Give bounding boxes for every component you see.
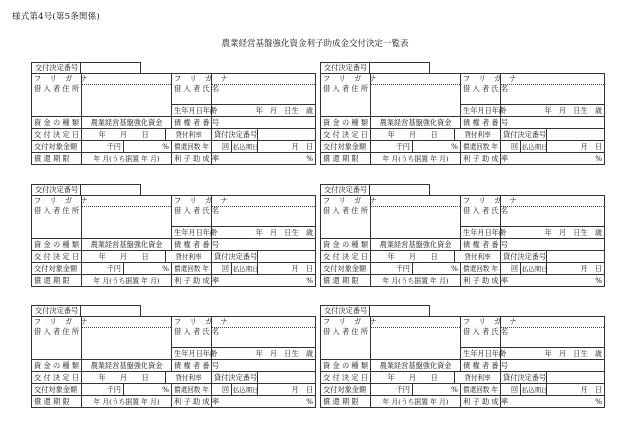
address-continuation <box>32 105 82 117</box>
target-amount-label: 交付対象金額 <box>32 141 82 153</box>
target-amount-label: 交付対象金額 <box>321 263 371 275</box>
year-unit: 年 <box>202 264 210 273</box>
subsidy-rate-label: 利 子 助 成 率 <box>461 396 501 408</box>
bond-number-label: 債 権 者 番 号 <box>461 360 501 372</box>
address-label-cell <box>321 196 380 227</box>
fund-type-label: 資 金 の 種 類 <box>32 239 82 251</box>
target-amount-label: 交付対象金額 <box>32 263 82 275</box>
payment-period-label: 払込期日 <box>522 264 548 273</box>
address-field-continuation[interactable] <box>371 348 461 360</box>
birth-label: 生年月日年齢 <box>172 348 212 360</box>
target-amount-label: 交付対象金額 <box>321 141 371 153</box>
fund-type-value: 農業経営基盤強化資金 <box>82 239 172 251</box>
address-label: 借 入 者 住 所 <box>34 206 80 215</box>
repay-term-value[interactable]: 年 月(うち据置 年 月) <box>371 153 461 165</box>
address-label: 借 入 者 住 所 <box>323 84 369 93</box>
bond-number-field[interactable] <box>501 360 605 372</box>
repay-count-label <box>461 384 501 396</box>
decision-no-label: 貸付決定番号 <box>212 129 258 141</box>
decision-date-label: 交 付 決 定 日 <box>32 129 82 141</box>
address-field[interactable] <box>371 317 461 348</box>
times-unit[interactable]: 回 <box>501 263 521 275</box>
payment-period-value[interactable]: 月 日 <box>258 263 316 275</box>
bond-number-field[interactable] <box>212 360 316 372</box>
payment-period-label: 払込期日 <box>233 264 259 273</box>
bond-number-label: 債 権 者 番 号 <box>172 117 212 129</box>
subsidy-card-2 <box>320 62 604 165</box>
address-continuation <box>32 227 82 239</box>
times-unit[interactable]: 回 <box>212 263 232 275</box>
repay-count-label-text: 償還回数 <box>463 264 490 273</box>
birth-label: 生年月日年齢 <box>461 227 501 239</box>
address-label: 借 入 者 住 所 <box>34 327 80 336</box>
target-amount-value[interactable]: 千円 <box>82 141 124 153</box>
decision-number-label: 交付決定番号 <box>31 184 81 195</box>
decision-number-field[interactable] <box>370 184 430 195</box>
name-label: 借 入 者 氏 名 <box>463 84 509 93</box>
birth-label: 生年月日年齢 <box>461 105 501 117</box>
year-unit: 年 <box>491 385 499 394</box>
furigana-label: フ リ ガ ナ <box>323 74 380 83</box>
loan-rate-label: 貸付利率 <box>166 372 212 384</box>
fund-type-label: 資 金 の 種 類 <box>32 117 82 129</box>
subsidy-rate-label: 利 子 助 成 率 <box>172 153 212 165</box>
payment-period-label: 払込期日 <box>233 385 259 394</box>
decision-no-label: 貸付決定番号 <box>501 129 547 141</box>
furigana-label: フ リ ガ ナ <box>34 74 91 83</box>
year-unit: 年 <box>202 142 210 151</box>
bond-number-label: 債 権 者 番 号 <box>172 239 212 251</box>
fund-type-value: 農業経営基盤強化資金 <box>371 117 461 129</box>
repay-term-label: 償 還 期 限 <box>32 396 82 408</box>
decision-date-label: 交 付 決 定 日 <box>321 372 371 384</box>
repay-count-label-text: 償還回数 <box>174 385 201 394</box>
decision-number-label: 交付決定番号 <box>320 184 370 195</box>
furigana-label: フ リ ガ ナ <box>174 74 231 83</box>
decision-no-field[interactable] <box>547 129 605 141</box>
address-label: 借 入 者 住 所 <box>34 84 80 93</box>
address-field[interactable] <box>371 196 461 227</box>
address-field-continuation[interactable] <box>82 348 172 360</box>
address-continuation <box>321 105 371 117</box>
decision-no-field[interactable] <box>547 372 605 384</box>
subsidy-rate-value[interactable]: % <box>212 275 316 287</box>
times-unit[interactable]: 回 <box>501 384 521 396</box>
address-label-cell <box>32 196 91 227</box>
subsidy-card-6 <box>320 305 604 408</box>
loan-rate-label: 貸付利率 <box>166 251 212 263</box>
fund-type-value: 農業経営基盤強化資金 <box>371 239 461 251</box>
furigana-label: フ リ ガ ナ <box>323 317 380 326</box>
loan-rate-label: 貸付利率 <box>166 129 212 141</box>
address-label: 借 入 者 住 所 <box>323 206 369 215</box>
target-amount-label: 交付対象金額 <box>32 384 82 396</box>
decision-no-label: 貸付決定番号 <box>212 251 258 263</box>
furigana-label: フ リ ガ ナ <box>463 74 520 83</box>
repay-term-label: 償 還 期 限 <box>32 153 82 165</box>
repay-count-label-text: 償還回数 <box>174 142 201 151</box>
loan-rate-value[interactable]: % <box>124 263 172 275</box>
loan-rate-value[interactable]: % <box>413 141 461 153</box>
repay-count-label <box>461 141 501 153</box>
document-title: 農業経営基盤強化資金利子助成金交付決定一覧表 <box>221 39 409 49</box>
subsidy-card-1 <box>31 62 315 165</box>
birth-label: 生年月日年齢 <box>461 348 501 360</box>
decision-no-field[interactable] <box>258 251 316 263</box>
name-label: 借 入 者 氏 名 <box>174 84 220 93</box>
decision-number-field[interactable] <box>370 305 430 316</box>
furigana-label: フ リ ガ ナ <box>34 196 91 205</box>
address-field[interactable] <box>371 74 461 105</box>
decision-date-label: 交 付 決 定 日 <box>321 129 371 141</box>
loan-rate-value[interactable]: % <box>413 263 461 275</box>
subsidy-card-5 <box>31 305 315 408</box>
address-label-cell <box>321 74 380 105</box>
name-label: 借 入 者 氏 名 <box>463 206 509 215</box>
bond-number-label: 債 権 者 番 号 <box>172 360 212 372</box>
name-label-cell <box>461 317 520 348</box>
year-unit: 年 <box>491 264 499 273</box>
address-field-continuation[interactable] <box>82 105 172 117</box>
name-label: 借 入 者 氏 名 <box>174 206 220 215</box>
repay-term-label: 償 還 期 限 <box>32 275 82 287</box>
target-amount-value[interactable]: 千円 <box>82 384 124 396</box>
loan-rate-label: 貸付利率 <box>455 251 501 263</box>
address-field[interactable] <box>82 74 172 105</box>
birth-label: 生年月日年齢 <box>172 227 212 239</box>
repay-count-label <box>172 384 212 396</box>
decision-number-label: 交付決定番号 <box>31 305 81 316</box>
decision-number-field[interactable] <box>81 62 141 73</box>
address-field-continuation[interactable] <box>371 105 461 117</box>
subsidy-rate-label: 利 子 助 成 率 <box>461 153 501 165</box>
decision-date-label: 交 付 決 定 日 <box>32 372 82 384</box>
repay-term-value[interactable]: 年 月(うち据置 年 月) <box>82 275 172 287</box>
subsidy-rate-label: 利 子 助 成 率 <box>461 275 501 287</box>
payment-period-value[interactable]: 月 日 <box>258 384 316 396</box>
decision-date-value[interactable]: 年 月 日 <box>371 251 455 263</box>
repay-count-label <box>172 141 212 153</box>
repay-count-label <box>461 263 501 275</box>
furigana-label: フ リ ガ ナ <box>463 317 520 326</box>
birth-value[interactable]: 年 月 日生 歳 <box>501 348 605 360</box>
fund-type-label: 資 金 の 種 類 <box>32 360 82 372</box>
birth-value[interactable]: 年 月 日生 歳 <box>212 105 316 117</box>
birth-value[interactable]: 年 月 日生 歳 <box>501 105 605 117</box>
decision-no-field[interactable] <box>258 129 316 141</box>
loan-rate-value[interactable]: % <box>124 141 172 153</box>
fund-type-label: 資 金 の 種 類 <box>321 239 371 251</box>
decision-no-field[interactable] <box>258 372 316 384</box>
loan-rate-value[interactable]: % <box>413 384 461 396</box>
form-code: 様式第4号(第5条関係) <box>12 12 100 22</box>
subsidy-card-3 <box>31 184 315 287</box>
address-field-continuation[interactable] <box>371 227 461 239</box>
furigana-label: フ リ ガ ナ <box>174 196 231 205</box>
repay-term-value[interactable]: 年 月(うち据置 年 月) <box>371 396 461 408</box>
birth-value[interactable]: 年 月 日生 歳 <box>501 227 605 239</box>
fund-type-value: 農業経営基盤強化資金 <box>82 360 172 372</box>
birth-value[interactable]: 年 月 日生 歳 <box>212 348 316 360</box>
address-label-cell <box>321 317 380 348</box>
furigana-label: フ リ ガ ナ <box>34 317 91 326</box>
decision-date-value[interactable]: 年 月 日 <box>371 372 455 384</box>
repay-count-label-text: 償還回数 <box>463 142 490 151</box>
decision-number-label: 交付決定番号 <box>31 62 81 73</box>
decision-date-value[interactable]: 年 月 日 <box>82 372 166 384</box>
times-unit[interactable]: 回 <box>212 384 232 396</box>
fund-type-value: 農業経営基盤強化資金 <box>82 117 172 129</box>
birth-label: 生年月日年齢 <box>172 105 212 117</box>
repay-term-value[interactable]: 年 月(うち据置 年 月) <box>82 396 172 408</box>
decision-date-value[interactable]: 年 月 日 <box>82 251 166 263</box>
subsidy-rate-value[interactable]: % <box>501 153 605 165</box>
loan-rate-value[interactable]: % <box>124 384 172 396</box>
name-label: 借 入 者 氏 名 <box>174 327 220 336</box>
decision-date-label: 交 付 決 定 日 <box>32 251 82 263</box>
times-unit[interactable]: 回 <box>212 141 232 153</box>
subsidy-rate-value[interactable]: % <box>212 396 316 408</box>
decision-number-field[interactable] <box>81 184 141 195</box>
name-label-cell <box>172 317 231 348</box>
name-label-cell <box>461 74 520 105</box>
furigana-label: フ リ ガ ナ <box>174 317 231 326</box>
target-amount-value[interactable]: 千円 <box>371 384 413 396</box>
repay-term-value[interactable]: 年 月(うち据置 年 月) <box>82 153 172 165</box>
loan-rate-label: 貸付利率 <box>455 372 501 384</box>
loan-rate-label: 貸付利率 <box>455 129 501 141</box>
payment-period-label: 払込期日 <box>522 142 548 151</box>
subsidy-rate-value[interactable]: % <box>501 275 605 287</box>
decision-number-label: 交付決定番号 <box>320 305 370 316</box>
repay-term-label: 償 還 期 限 <box>321 153 371 165</box>
payment-period-value[interactable]: 月 日 <box>547 384 605 396</box>
fund-type-label: 資 金 の 種 類 <box>321 360 371 372</box>
decision-no-label: 貸付決定番号 <box>501 251 547 263</box>
subsidy-rate-label: 利 子 助 成 率 <box>172 275 212 287</box>
address-field[interactable] <box>82 196 172 227</box>
birth-value[interactable]: 年 月 日生 歳 <box>212 227 316 239</box>
target-amount-value[interactable]: 千円 <box>371 263 413 275</box>
decision-number-field[interactable] <box>81 305 141 316</box>
decision-number-label: 交付決定番号 <box>320 62 370 73</box>
decision-date-value[interactable]: 年 月 日 <box>371 129 455 141</box>
address-label: 借 入 者 住 所 <box>323 327 369 336</box>
year-unit: 年 <box>202 385 210 394</box>
repay-count-label <box>172 263 212 275</box>
subsidy-rate-value[interactable]: % <box>501 396 605 408</box>
address-label-cell <box>32 317 91 348</box>
target-amount-value[interactable]: 千円 <box>82 263 124 275</box>
repay-term-label: 償 還 期 限 <box>321 275 371 287</box>
name-label-cell <box>172 74 231 105</box>
address-continuation <box>321 348 371 360</box>
bond-number-field[interactable] <box>501 239 605 251</box>
name-label: 借 入 者 氏 名 <box>463 327 509 336</box>
address-continuation <box>32 348 82 360</box>
subsidy-card-4 <box>320 184 604 287</box>
decision-no-label: 貸付決定番号 <box>212 372 258 384</box>
repay-term-value[interactable]: 年 月(うち据置 年 月) <box>371 275 461 287</box>
target-amount-label: 交付対象金額 <box>321 384 371 396</box>
payment-period-label: 払込期日 <box>522 385 548 394</box>
subsidy-rate-value[interactable]: % <box>212 153 316 165</box>
repay-term-label: 償 還 期 限 <box>321 396 371 408</box>
address-field-continuation[interactable] <box>82 227 172 239</box>
fund-type-value: 農業経営基盤強化資金 <box>371 360 461 372</box>
target-amount-value[interactable]: 千円 <box>371 141 413 153</box>
address-field[interactable] <box>82 317 172 348</box>
decision-date-label: 交 付 決 定 日 <box>321 251 371 263</box>
fund-type-label: 資 金 の 種 類 <box>321 117 371 129</box>
times-unit[interactable]: 回 <box>501 141 521 153</box>
payment-period-value[interactable]: 月 日 <box>258 141 316 153</box>
bond-number-field[interactable] <box>212 117 316 129</box>
repay-count-label-text: 償還回数 <box>463 385 490 394</box>
decision-number-field[interactable] <box>370 62 430 73</box>
decision-no-field[interactable] <box>547 251 605 263</box>
repay-count-label-text: 償還回数 <box>174 264 201 273</box>
payment-period-value[interactable]: 月 日 <box>547 263 605 275</box>
address-label-cell <box>32 74 91 105</box>
bond-number-label: 債 権 者 番 号 <box>461 239 501 251</box>
decision-no-label: 貸付決定番号 <box>501 372 547 384</box>
furigana-label: フ リ ガ ナ <box>323 196 380 205</box>
payment-period-label: 払込期日 <box>233 142 259 151</box>
bond-number-label: 債 権 者 番 号 <box>461 117 501 129</box>
subsidy-rate-label: 利 子 助 成 率 <box>172 396 212 408</box>
decision-date-value[interactable]: 年 月 日 <box>82 129 166 141</box>
bond-number-field[interactable] <box>212 239 316 251</box>
address-continuation <box>321 227 371 239</box>
bond-number-field[interactable] <box>501 117 605 129</box>
year-unit: 年 <box>491 142 499 151</box>
furigana-label: フ リ ガ ナ <box>463 196 520 205</box>
name-label-cell <box>461 196 520 227</box>
name-label-cell <box>172 196 231 227</box>
payment-period-value[interactable]: 月 日 <box>547 141 605 153</box>
